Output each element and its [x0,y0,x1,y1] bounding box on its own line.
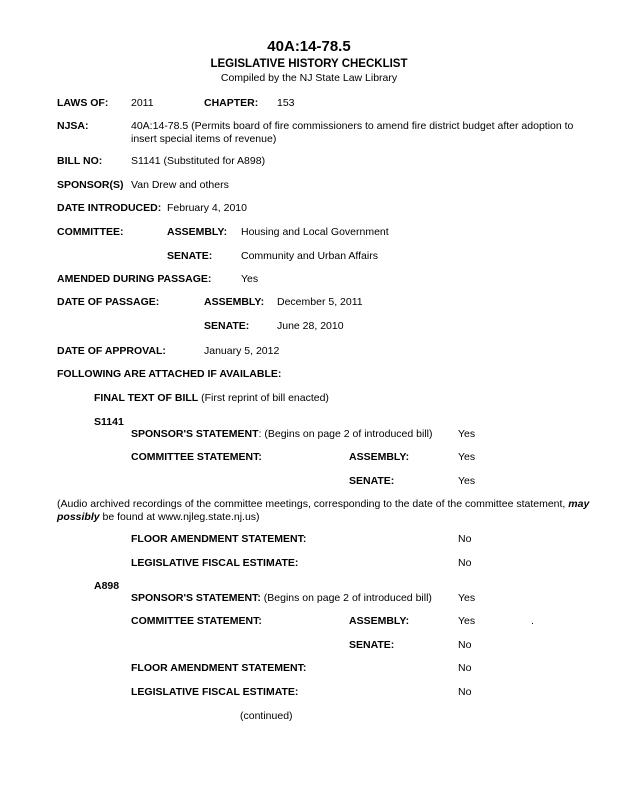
amended-value: Yes [241,273,259,285]
s1141-sponsor-note: : (Begins on page 2 of introduced bill) [258,428,433,440]
s1141-sponsor-value: Yes [458,428,476,440]
a898-bill-label: A898 [94,580,120,592]
a898-floor-label: FLOOR AMENDMENT STATEMENT: [131,662,307,674]
final-text-line [94,392,329,405]
chapter-value: 153 [277,97,295,109]
a898-senate-value: No [458,639,472,651]
s1141-fiscal-value: No [458,557,472,569]
sponsor-label: SPONSOR(S) [57,179,124,191]
continued-note: (continued) [240,710,293,722]
final-text-label: FINAL TEXT OF BILL [94,392,199,404]
a898-sponsor-note: (Begins on page 2 of introduced bill) [260,592,432,604]
s1141-assembly-label: ASSEMBLY: [349,451,410,463]
passage-senate-value: June 28, 2010 [277,320,344,332]
date-introduced-value: February 4, 2010 [167,202,247,214]
s1141-floor-value: No [458,533,472,545]
chapter-label: CHAPTER: [204,97,259,109]
statute-title: 40A:14-78.5 [267,38,351,55]
njsa-label: NJSA: [57,120,89,132]
a898-fiscal-value: No [458,686,472,698]
a898-stray-mark: . [531,615,534,627]
passage-senate-label: SENATE: [204,320,250,332]
committee-senate-label: SENATE: [167,250,213,262]
a898-committee-label: COMMITTEE STATEMENT: [131,615,262,627]
bill-no-label: BILL NO: [57,155,103,167]
committee-label: COMMITTEE: [57,226,124,238]
s1141-assembly-value: Yes [458,451,476,463]
laws-of-label: LAWS OF: [57,97,109,109]
a898-senate-label: SENATE: [349,639,395,651]
a898-sponsor-label: SPONSOR'S STATEMENT: [131,592,261,604]
s1141-bill-label: S1141 [94,416,124,428]
a898-sponsor-value: Yes [458,592,476,604]
s1141-sponsor-label: SPONSOR'S STATEMENT [131,428,259,440]
audio-note-emphasis: may possibly [57,498,590,523]
laws-of-year: 2011 [131,97,154,109]
committee-assembly-value: Housing and Local Government [241,226,389,238]
s1141-senate-label: SENATE: [349,475,395,487]
passage-assembly-label: ASSEMBLY: [204,296,265,308]
checklist-title: LEGISLATIVE HISTORY CHECKLIST [210,58,408,70]
a898-assembly-value: Yes [458,615,476,627]
amended-label: AMENDED DURING PASSAGE: [57,273,212,285]
attached-heading: FOLLOWING ARE ATTACHED IF AVAILABLE: [57,368,282,380]
approval-label: DATE OF APPROVAL: [57,345,166,357]
audio-note [57,498,605,523]
s1141-floor-label: FLOOR AMENDMENT STATEMENT: [131,533,307,545]
bill-no-value: S1141 (Substituted for A898) [131,155,266,167]
committee-senate-value: Community and Urban Affairs [241,250,378,262]
njsa-text: 40A:14-78.5 (Permits board of fire commissioners to amend fire district budget after adoption to insert special items of revenue) [131,120,574,145]
committee-assembly-label: ASSEMBLY: [167,226,228,238]
a898-floor-value: No [458,662,472,674]
compiled-by: Compiled by the NJ State Law Library [220,72,398,84]
a898-sponsor-line [131,592,432,605]
s1141-committee-label: COMMITTEE STATEMENT: [131,451,262,463]
a898-assembly-label: ASSEMBLY: [349,615,410,627]
s1141-fiscal-label: LEGISLATIVE FISCAL ESTIMATE: [131,557,299,569]
a898-fiscal-label: LEGISLATIVE FISCAL ESTIMATE: [131,686,299,698]
final-text-note: (First reprint of bill enacted) [198,392,329,404]
s1141-sponsor-line [131,428,433,441]
approval-value: January 5, 2012 [204,345,280,357]
audio-note-part1: (Audio archived recordings of the committee meetings, corresponding to the date of the committee statement, [57,498,569,510]
audio-note-part2: be found at www.njleg.state.nj.us) [99,510,260,523]
passage-label: DATE OF PASSAGE: [57,296,160,308]
passage-assembly-value: December 5, 2011 [277,296,363,308]
date-introduced-label: DATE INTRODUCED: [57,202,162,214]
s1141-senate-value: Yes [458,475,476,487]
sponsor-value: Van Drew and others [131,179,229,191]
